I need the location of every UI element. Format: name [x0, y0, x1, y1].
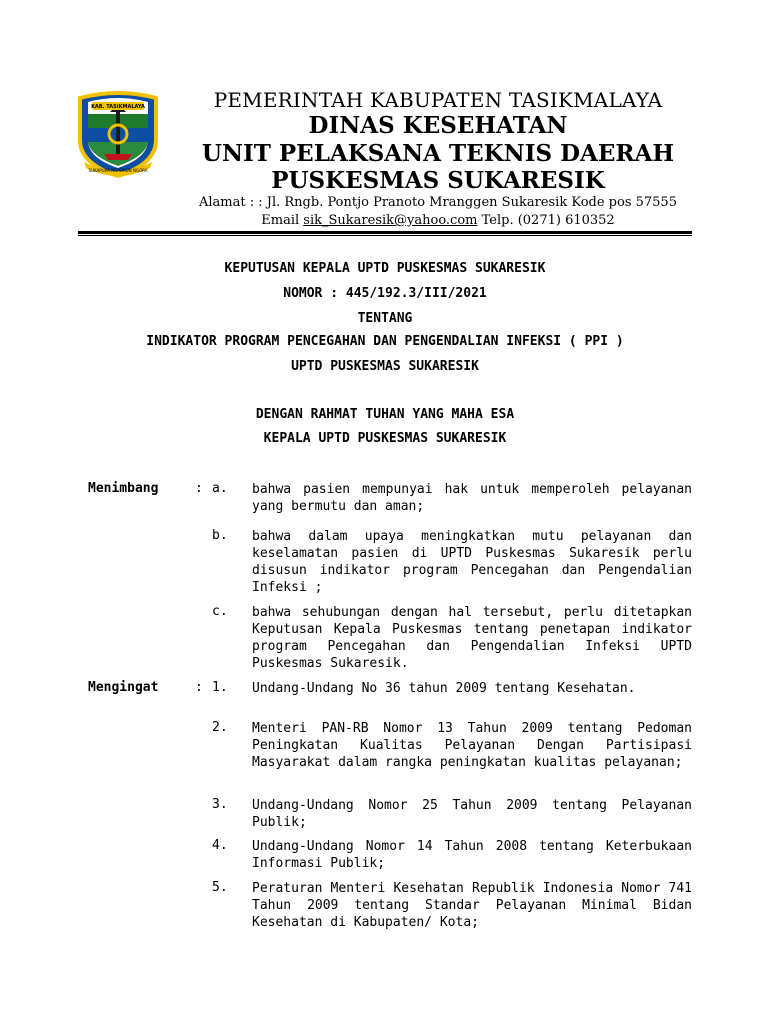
phone-text: Telp. (0271) 610352 [477, 213, 615, 228]
header-line-3: UNIT PELAKSANA TEKNIS DAERAH [201, 140, 675, 167]
mengingat-item: Undang-Undang Nomor 14 Tahun 2008 tentang Keterbukaan Informasi Publik; [252, 839, 692, 871]
kabupaten-logo [74, 88, 162, 178]
decree-about: TENTANG [357, 311, 413, 326]
menimbang-colon: : [195, 481, 203, 496]
header-divider-thin [78, 235, 692, 236]
logo-motto: SUKAPURA NGADAUN NGORA [88, 168, 148, 173]
decree-subject: INDIKATOR PROGRAM PENCEGAHAN DAN PENGENDALIAN INFEKSI ( PPI ) [146, 334, 624, 349]
mengingat-colon: : [195, 680, 203, 695]
email-link[interactable]: sik_Sukaresik@yahoo.com [303, 213, 478, 228]
mengingat-item: Peraturan Menteri Kesehatan Republik Indonesia Nomor 741 Tahun 2009 tentang Standar Pelayanan Minimal Bidan Kesehatan di Kabupaten/ Kota; [252, 881, 692, 930]
menimbang-marker: a. [212, 481, 228, 496]
mengingat-marker: 1. [212, 680, 228, 695]
mengingat-item: Undang-Undang No 36 tahun 2009 tentang Kesehatan. [252, 681, 636, 696]
menimbang-item: bahwa sehubungan dengan hal tersebut, perlu ditetapkan Keputusan Kepala Puskesmas tentang penetapan indikator program Pencegahan dan Pengendalian Infeksi UPTD Puskesmas Sukaresik. [252, 605, 692, 671]
mengingat-marker: 4. [212, 838, 228, 853]
decree-unit: UPTD PUSKESMAS SUKARESIK [291, 359, 479, 374]
contact-line [168, 213, 708, 228]
logo-top-text: KAB. TASIKMALAYA [91, 104, 145, 110]
mengingat-item: Undang-Undang Nomor 25 Tahun 2009 tentang Pelayanan Publik; [252, 798, 692, 830]
menimbang-label: Menimbang [88, 481, 159, 496]
decree-number: NOMOR : 445/192.3/III/2021 [283, 286, 487, 301]
mengingat-marker: 3. [212, 797, 228, 812]
menimbang-item: bahwa pasien mempunyai hak untuk memperoleh pelayanan yang bermutu dan aman; [252, 482, 692, 514]
mengingat-item: Menteri PAN-RB Nomor 13 Tahun 2009 tentang Pedoman Peningkatan Kualitas Pelayanan Dengan Partisipasi Masyarakat dalam rangka peningkatan kualitas pelayanan; [252, 721, 692, 770]
header-line-1: PEMERINTAH KABUPATEN TASIKMALAYA [213, 88, 663, 112]
email-prefix: Email [261, 213, 304, 228]
header-line-4: PUSKESMAS SUKARESIK [271, 167, 605, 194]
decree-title: KEPUTUSAN KEPALA UPTD PUSKESMAS SUKARESIK [224, 261, 546, 276]
blessing-line: DENGAN RAHMAT TUHAN YANG MAHA ESA [255, 407, 515, 422]
header-divider-thick [78, 231, 692, 234]
menimbang-marker: b. [212, 528, 228, 543]
mengingat-label: Mengingat [88, 680, 159, 695]
header-line-2: DINAS KESEHATAN [308, 112, 568, 139]
menimbang-marker: c. [212, 604, 228, 619]
mengingat-marker: 5. [212, 880, 228, 895]
menimbang-item: bahwa dalam upaya meningkatkan mutu pelayanan dan keselamatan pasien di UPTD Puskesmas Sukaresik perlu disusun indikator program Pencegahan dan Pengendalian Infeksi ; [252, 529, 692, 595]
mengingat-marker: 2. [212, 720, 228, 735]
address-line: Alamat : : Jl. Rngb. Pontjo Pranoto Mranggen Sukaresik Kode pos 57555 [199, 195, 677, 210]
official-line: KEPALA UPTD PUSKESMAS SUKARESIK [263, 431, 507, 446]
